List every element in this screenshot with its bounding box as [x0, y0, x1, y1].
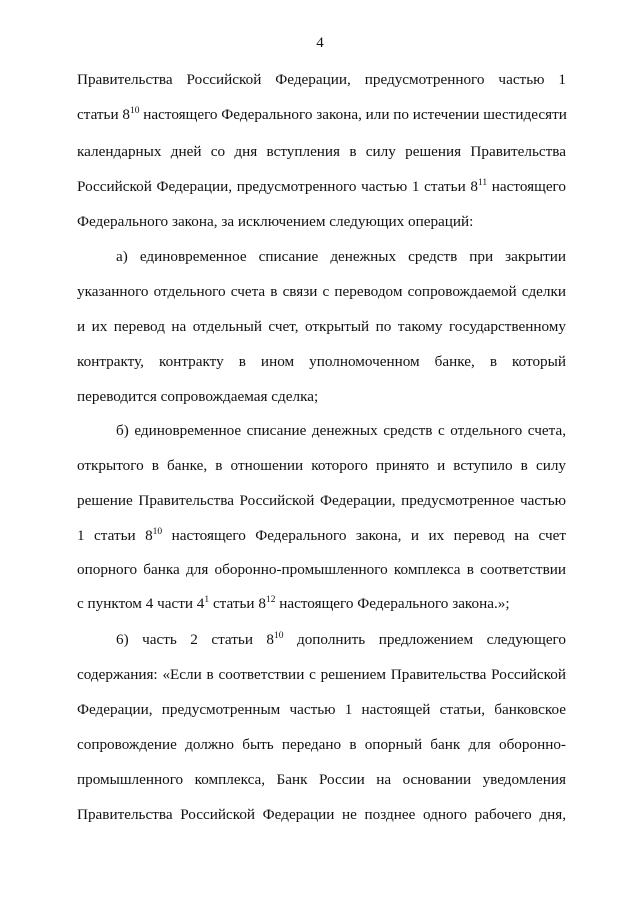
- text-line: сопровождение должно быть передано в опорный банк для оборонно-: [77, 736, 566, 753]
- text-line: Российской Федерации, предусмотренного частью 1 статьи $8^{11}$ настоящего: [77, 178, 567, 195]
- page-number: 4: [316, 35, 324, 51]
- text-line: указанного отдельного счета в связи с переводом сопровождаемой сделки: [77, 283, 566, 300]
- text-line: Федерального закона, за исключением следующих операций:: [77, 213, 474, 230]
- text-line: содержания: «Если в соответствии с решением Правительства Российской: [77, 666, 566, 683]
- text-line: календарных дней со дня вступления в силу решения Правительства: [77, 143, 566, 160]
- text-line: Федерации, предусмотренным частью 1 настоящей статьи, банковское: [77, 701, 566, 718]
- superscript: 10: [130, 106, 140, 116]
- text-line: опорного банка для оборонно-промышленного комплекса в соответствии: [77, 561, 566, 578]
- superscript: 10: [152, 527, 163, 537]
- text-line: а) единовременное списание денежных средств при закрытии: [116, 248, 566, 265]
- superscript: 10: [274, 631, 284, 641]
- superscript: 12: [265, 595, 276, 605]
- text-line: контракту, контракту в ином уполномоченном банке, в который: [77, 353, 566, 370]
- text-line: и их перевод на отдельный счет, открытый по такому государственному: [77, 318, 566, 335]
- text-line: открытого в банке, в отношении которого принято и вступило в силу: [77, 457, 566, 474]
- text-line: переводится сопровождаемая сделка;: [77, 388, 319, 405]
- text-line: с пунктом 4 части $4^1$ статьи $8^{12}$ настоящего Федерального закона.»;: [77, 595, 510, 612]
- superscript: 11: [477, 178, 488, 188]
- text-line: Правительства Российской Федерации не позднее одного рабочего дня,: [77, 806, 566, 823]
- superscript: 1: [204, 595, 210, 605]
- text-line: б) единовременное списание денежных средств с отдельного счета,: [116, 422, 566, 439]
- text-line: промышленного комплекса, Банк России на основании уведомления: [77, 771, 566, 788]
- text-line: решение Правительства Российской Федерации, предусмотренное частью: [77, 492, 566, 509]
- text-line: Правительства Российской Федерации, предусмотренного частью 1: [77, 71, 566, 88]
- text-line: 1 статьи $8^{10}$ настоящего Федерального закона, и их перевод на счет: [77, 527, 566, 544]
- text-line: статьи $8^{10}$ настоящего Федерального закона, или по истечении шестидесяти: [77, 106, 567, 123]
- text-line: 6) часть 2 статьи $8^{10}$ дополнить предложением следующего: [116, 631, 567, 648]
